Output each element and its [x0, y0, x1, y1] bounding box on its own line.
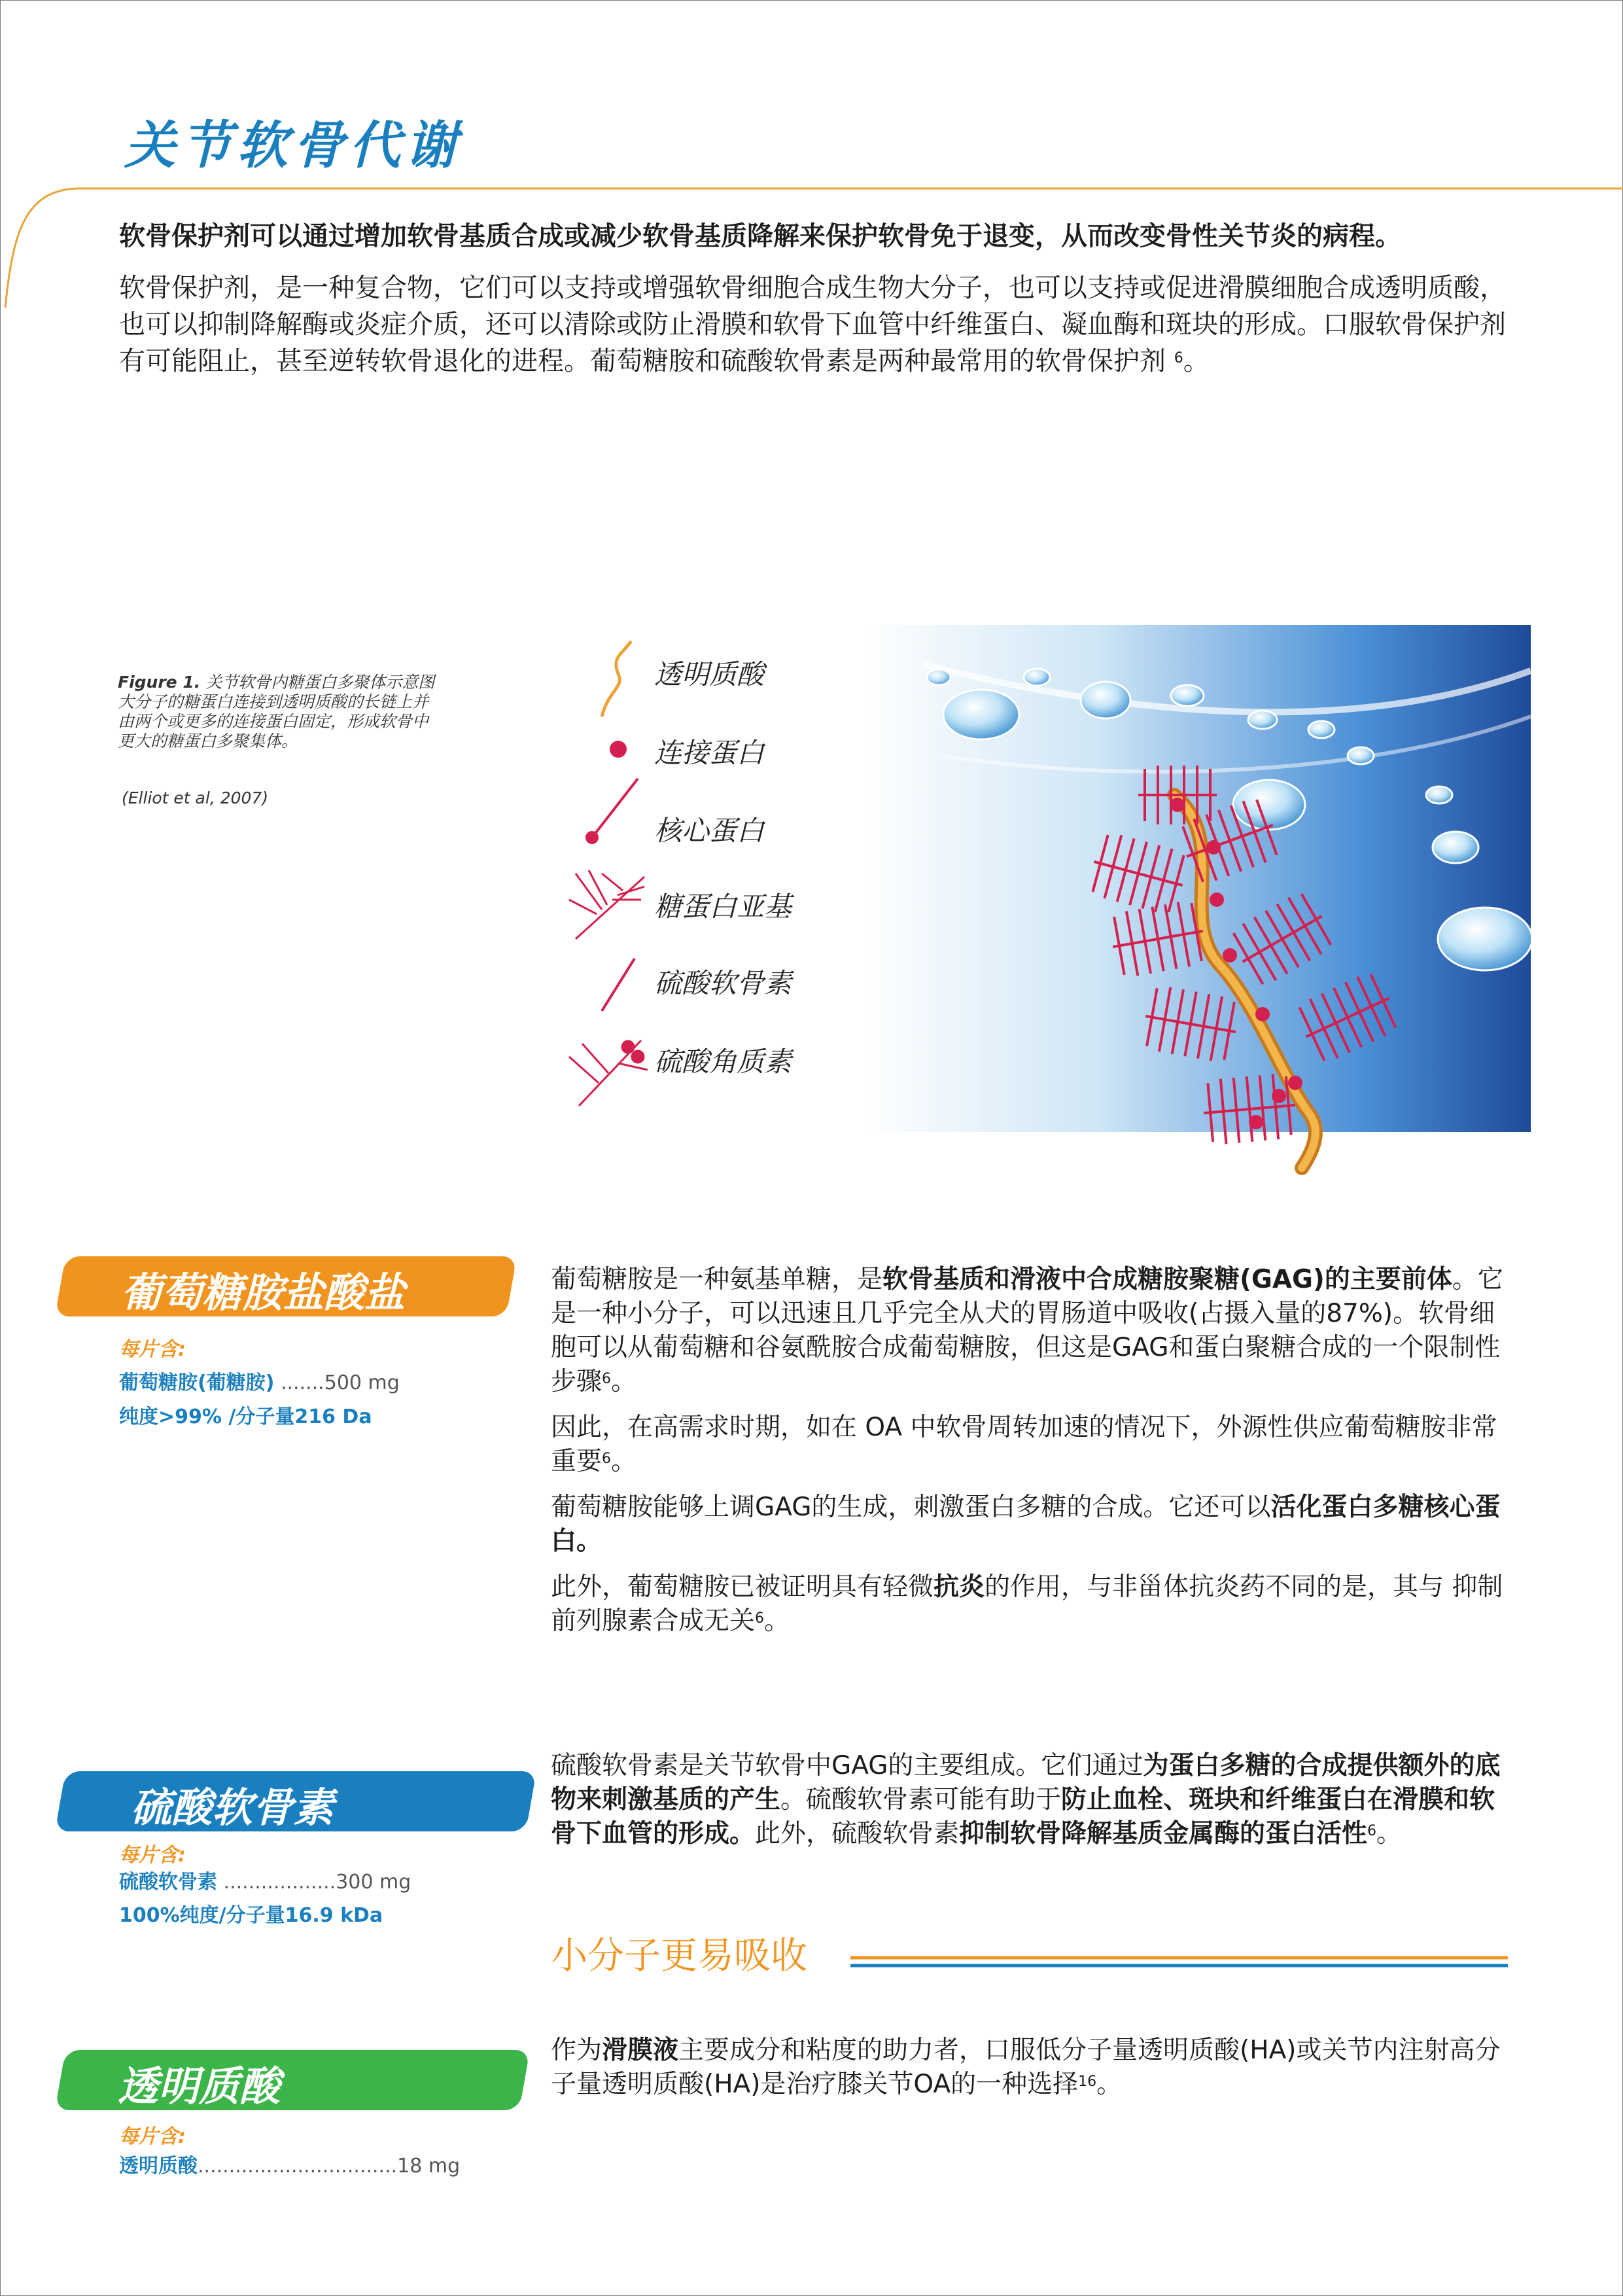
figure-citation: (Elliot et al, 2007)	[122, 788, 269, 807]
glucosamine-banner-title: 葡萄糖胺盐酸盐	[121, 1269, 406, 1316]
glucosamine-body	[551, 1263, 1519, 1650]
hyaluronic-paragraph: 作为滑膜液主要成分和粘度的助力者，口服低分子量透明质酸(HA)或关节内注射高分子量透明质酸(HA)是治疗膝关节OA的一种选择$^{16}$。	[551, 2036, 1501, 2099]
chondroitin-banner-title: 硫酸软骨素	[131, 1784, 334, 1831]
chondroitin-per-tablet: 每片含:	[119, 1844, 186, 1867]
hyaluronic-body	[551, 2034, 1519, 2113]
subheading-small-molecule: 小分子更易吸收	[551, 1935, 807, 1977]
chondroitin-body	[551, 1749, 1519, 1863]
legend-label-chondroitin-sulfate: 硫酸软骨素	[654, 967, 792, 999]
glucosamine-paragraph-4: 此外，葡萄糖胺已被证明具有轻微抗炎的作用，与非甾体抗炎药不同的是，其与 抑制前列腺素合成无关$^6$。	[551, 1572, 1503, 1636]
lead-statement: 软骨保护剂可以通过增加软骨基质合成或减少软骨基质降解来保护软骨免于退变，从而改变骨性关节炎的病程。	[119, 221, 1401, 251]
chondroitin-sulfate-legend-icon	[602, 959, 635, 1011]
chondroitin-purity: 100%纯度/分子量16.9 kDa	[119, 1904, 383, 1927]
figure-legend-icons	[563, 638, 661, 1109]
figure-caption: Figure 1. 关节软骨内糖蛋白多聚体示意图大分子的糖蛋白连接到透明质酸的长链上并由两个或更多的连接蛋白固定，形成软骨中更大的糖蛋白多聚集体。	[118, 673, 435, 751]
hyaluronic-dosage: 透明质酸................................18 mg	[119, 2155, 461, 2178]
glucosamine-purity: 纯度>99% /分子量216 Da	[119, 1405, 372, 1428]
subheading-rule	[850, 1955, 1511, 1971]
glucosamine-paragraph-3: 葡萄糖胺能够上调GAG的生成，刺激蛋白多糖的合成。它还可以活化蛋白多糖核心蛋白。	[551, 1492, 1501, 1556]
figure-label: Figure 1.	[118, 673, 201, 692]
proteoglycan-aggregate-illustration	[864, 625, 1531, 1214]
glucosamine-per-tablet: 每片含:	[119, 1338, 186, 1361]
glucosamine-paragraph-1: 葡萄糖胺是一种氨基单糖，是软骨基质和滑液中合成糖胺聚糖(GAG)的主要前体。它是一种小分子，可以迅速且几乎完全从犬的胃肠道中吸收(占摄入量的87%)。软骨细胞可以从葡萄糖和谷氨酰胺合成葡萄糖胺，但这是GAG和蛋白聚糖合成的一个限制性步骤$^6$。	[551, 1265, 1503, 1396]
legend-label-link-protein: 连接蛋白	[654, 737, 765, 769]
legend-label-keratan-sulfate: 硫酸角质素	[654, 1046, 792, 1078]
hyaluronan-legend-icon	[602, 641, 631, 716]
page-title: 关节软骨代谢	[124, 116, 462, 175]
glucosamine-dosage: 葡萄糖胺(葡糖胺) .......500 mg	[119, 1371, 400, 1394]
chondroitin-paragraph: 硫酸软骨素是关节软骨中GAG的主要组成。它们通过为蛋白多糖的合成提供额外的底物来刺激基质的产生。硫酸软骨素可能有助于防止血栓、斑块和纤维蛋白在滑膜和软骨下血管的形成。此外，硫酸软骨素抑制软骨降解基质金属酶的蛋白活性$^6$。	[551, 1751, 1501, 1848]
legend-label-core-protein: 核心蛋白	[654, 815, 765, 847]
proteoglycan-subunit-legend-icon	[569, 870, 644, 939]
hyaluronic-per-tablet: 每片含:	[119, 2125, 186, 2148]
legend-label-hyaluronan: 透明质酸	[654, 658, 765, 690]
hyaluronic-banner-title: 透明质酸	[118, 2062, 281, 2110]
link-protein-legend-icon	[610, 741, 627, 758]
glucosamine-paragraph-2: 因此，在高需求时期，如在 OA 中软骨周转加速的情况下，外源性供应葡萄糖胺非常重要$^6$。	[551, 1413, 1497, 1476]
intro-paragraph: 软骨保护剂，是一种复合物，它们可以支持或增强软骨细胞合成生物大分子，也可以支持或促进滑膜细胞合成透明质酸，也可以抑制降解酶或炎症介质，还可以清除或防止滑膜和软骨下血管中纤维蛋白、凝血酶和斑块的形成。口服软骨保护剂有可能阻止，甚至逆转软骨退化的进程。葡萄糖胺和硫酸软骨素是两种最常用的软骨保护剂 $^6$。	[119, 273, 1506, 376]
chondroitin-dosage: 硫酸软骨素 ..................300 mg	[119, 1871, 411, 1894]
legend-label-proteoglycan-subunit: 糖蛋白亚基	[654, 891, 792, 923]
keratan-sulfate-legend-icon	[569, 1040, 648, 1106]
core-protein-legend-icon	[585, 779, 638, 844]
